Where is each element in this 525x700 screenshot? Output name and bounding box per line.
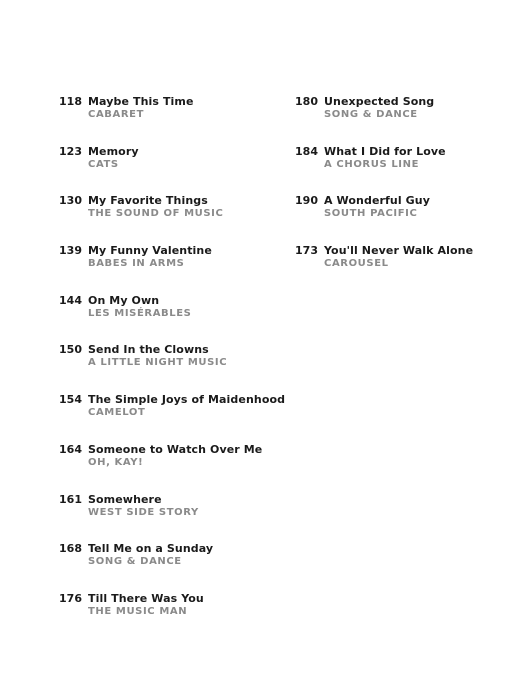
page-number: 144: [59, 293, 82, 307]
show-title: THE SOUND OF MUSIC: [88, 208, 224, 220]
song-title: The Simple Joys of Maidenhood: [88, 393, 286, 407]
song-title: Memory: [88, 144, 139, 158]
contents-entry: [292, 145, 517, 195]
page-number: 190: [295, 194, 318, 208]
song-title: Till There Was You: [88, 591, 204, 605]
song-title: Somewhere: [88, 492, 162, 506]
contents-entry: [56, 592, 286, 642]
page-number: 154: [59, 393, 82, 407]
song-title: A Wonderful Guy: [324, 194, 430, 208]
contents-entry: [56, 443, 286, 493]
song-title: You'll Never Walk Alone: [324, 244, 474, 258]
show-title: A CHORUS LINE: [324, 158, 420, 170]
show-title: CAMELOT: [88, 407, 146, 419]
page-number: 123: [59, 144, 82, 158]
show-title: WEST SIDE STORY: [88, 506, 199, 518]
page-number: 176: [59, 591, 82, 605]
show-title: CABARET: [88, 109, 144, 120]
contents-entry: [56, 542, 286, 592]
contents-entry: [292, 95, 517, 145]
contents-entry: [56, 493, 286, 543]
show-title: SONG & DANCE: [88, 556, 182, 568]
contents-entry: [292, 194, 517, 244]
song-title: On My Own: [88, 293, 160, 307]
song-title: Maybe This Time: [88, 95, 194, 108]
page-number: 180: [295, 95, 318, 108]
page-number: 173: [295, 244, 318, 258]
song-title: Tell Me on a Sunday: [88, 542, 214, 556]
contents-entry: [292, 244, 517, 294]
page-number: 150: [59, 343, 82, 357]
song-title: My Funny Valentine: [88, 244, 212, 258]
page-number: 168: [59, 542, 82, 556]
page-number: 118: [59, 95, 82, 108]
contents-right-column: [292, 95, 517, 294]
page-number: 184: [295, 144, 318, 158]
page-number: 164: [59, 442, 82, 456]
show-title: A LITTLE NIGHT MUSIC: [88, 357, 228, 369]
show-title: CAROUSEL: [324, 258, 389, 270]
song-title: Unexpected Song: [324, 95, 435, 108]
contents-left-column: [56, 95, 286, 642]
page-number: 161: [59, 492, 82, 506]
show-title: LES MISÉRABLES: [88, 307, 192, 319]
page-number: 139: [59, 244, 82, 258]
song-title: Send In the Clowns: [88, 343, 209, 357]
song-title: Someone to Watch Over Me: [88, 442, 263, 456]
contents-entry: [56, 244, 286, 294]
contents-entry: [56, 294, 286, 344]
contents-entry: [56, 343, 286, 393]
contents-entry: [56, 95, 286, 145]
show-title: SOUTH PACIFIC: [324, 208, 418, 220]
show-title: BABES IN ARMS: [88, 258, 185, 270]
show-title: SONG & DANCE: [324, 109, 418, 120]
song-title: My Favorite Things: [88, 194, 208, 208]
show-title: CATS: [88, 158, 119, 170]
contents-entry: [56, 145, 286, 195]
show-title: THE MUSIC MAN: [88, 605, 188, 617]
contents-entry: [56, 194, 286, 244]
song-title: What I Did for Love: [324, 144, 446, 158]
show-title: OH, KAY!: [88, 456, 144, 468]
page-number: 130: [59, 194, 82, 208]
contents-entry: [56, 393, 286, 443]
